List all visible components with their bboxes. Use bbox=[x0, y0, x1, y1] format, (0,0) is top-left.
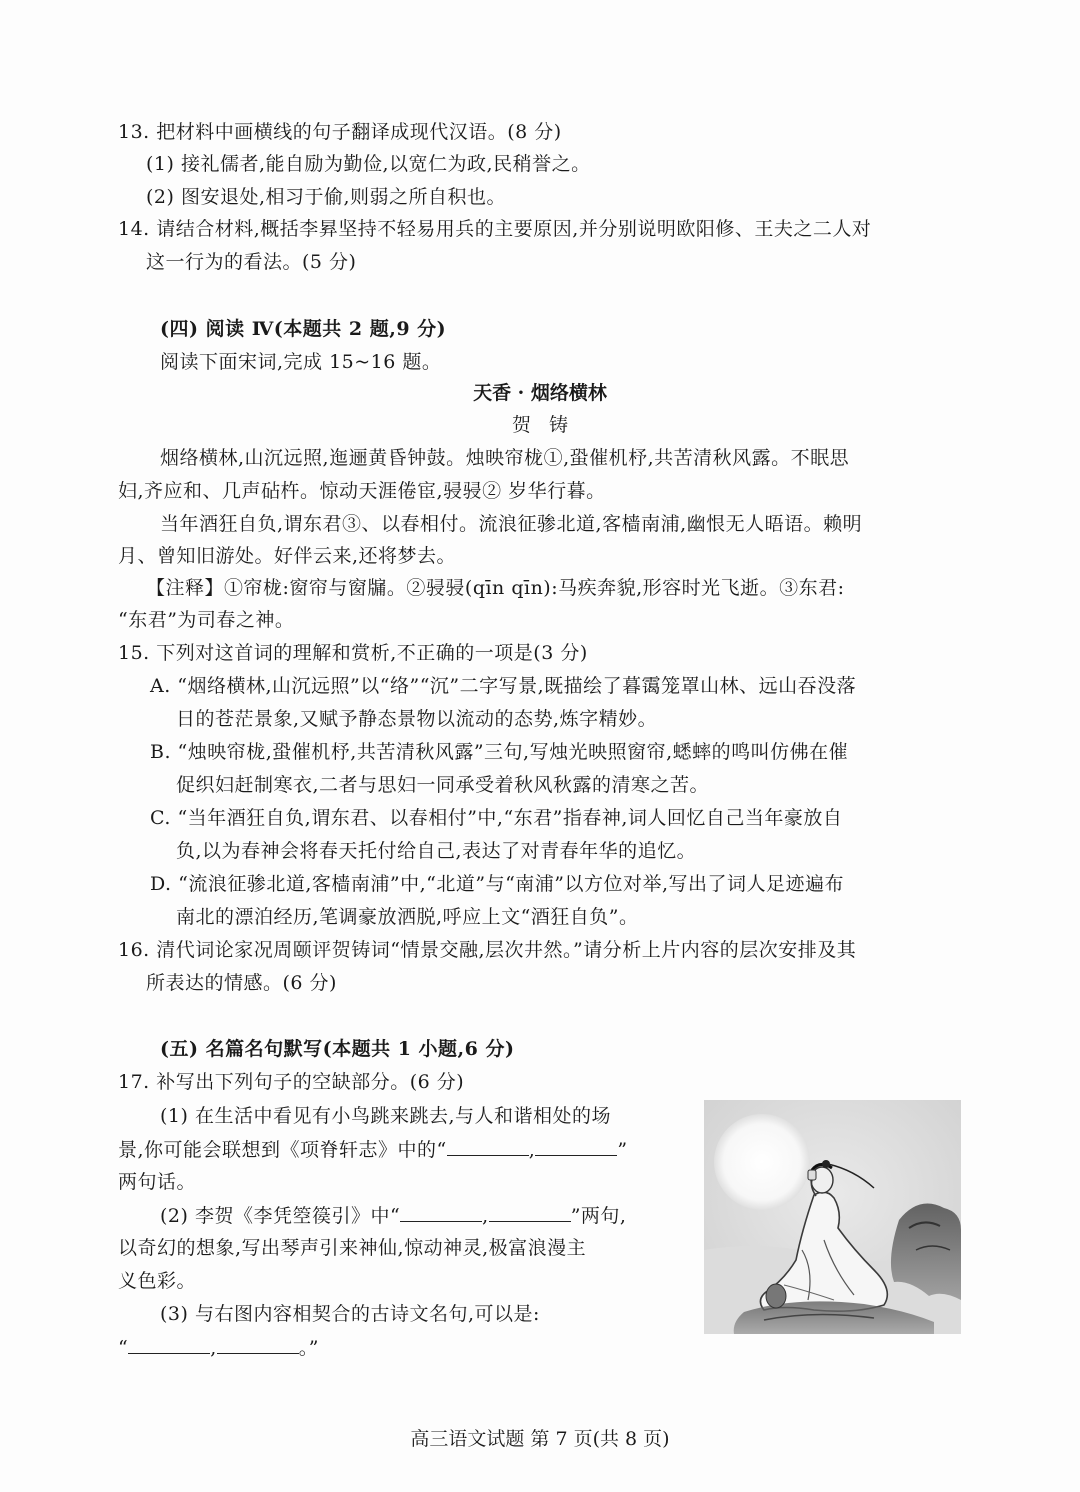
q17-item-2-line-2: 以奇幻的想象,写出琴声引来神仙,惊动神灵,极富浪漫主 bbox=[118, 1237, 587, 1259]
q14-line-1: 14. 请结合材料,概括李昪坚持不轻易用兵的主要原因,并分别说明欧阳修、王夫之二人对 bbox=[118, 218, 872, 240]
q15-option-b-line-2: 促织妇赶制寒衣,二者与思妇一同承受着秋风秋露的清寒之苦。 bbox=[176, 774, 710, 796]
ink-painting-icon bbox=[704, 1100, 961, 1334]
q17-item-3-blank-1[interactable] bbox=[128, 1333, 210, 1354]
q15-option-b-line-1: B. “烛映帘栊,蛩催机杼,共苦清秋风露”三句,写烛光映照窗帘,蟋蟀的鸣叫仿佛在催 bbox=[150, 741, 849, 763]
q17-item-3-line-1: (3) 与右图内容相契合的古诗文名句,可以是: bbox=[160, 1303, 540, 1325]
q15-option-c-line-2: 负,以为春神会将春天托付给自己,表达了对青春年华的追忆。 bbox=[176, 840, 697, 862]
q17-item-2-line-3: 义色彩。 bbox=[118, 1270, 197, 1292]
q17-item-1-separator: , bbox=[528, 1139, 536, 1161]
q13-stem: 13. 把材料中画横线的句子翻译成现代汉语。(8 分) bbox=[118, 121, 562, 143]
q13-item-2: (2) 图安退处,相习于偷,则弱之所自积也。 bbox=[146, 186, 507, 208]
section-4-instruction: 阅读下面宋词,完成 15~16 题。 bbox=[160, 351, 442, 373]
q17-item-3-open-quote: “ bbox=[118, 1337, 129, 1359]
poem-para-2-line-2: 月、曾知旧游处。好伴云来,还将梦去。 bbox=[118, 545, 457, 567]
q15-option-d-line-1: D. “流浪征骖北道,客樯南浦”中,“北道”与“南浦”以方位对举,写出了词人足迹遍布 bbox=[150, 873, 845, 895]
q17-item-3-close-quote: 。” bbox=[298, 1337, 319, 1359]
q15-option-d-line-2: 南北的漂泊经历,笔调豪放洒脱,呼应上文“酒狂自负”。 bbox=[176, 906, 639, 928]
q15-stem: 15. 下列对这首词的理解和赏析,不正确的一项是(3 分) bbox=[118, 642, 588, 664]
poem-title: 天香 · 烟络横林 bbox=[473, 382, 607, 404]
q17-item-2-line-1 bbox=[160, 1201, 626, 1230]
scholar-moon-illustration bbox=[704, 1100, 961, 1334]
q17-item-2-blank-2[interactable] bbox=[489, 1201, 571, 1222]
q15-option-c-line-1: C. “当年酒狂自负,谓东君、以春相付”中,“东君”指春神,词人回忆自己当年豪放自 bbox=[150, 807, 843, 829]
page-footer: 高三语文试题 第 7 页(共 8 页) bbox=[410, 1428, 670, 1450]
q17-item-1-line-3: 两句话。 bbox=[118, 1171, 197, 1193]
poem-para-2-line-1: 当年酒狂自负,谓东君③、以春相付。流浪征骖北道,客樯南浦,幽恨无人晤语。赖明 bbox=[160, 513, 863, 535]
q17-item-2-text: (2) 李贺《李凭箜篌引》中“ bbox=[160, 1205, 401, 1227]
q14-line-2: 这一行为的看法。(5 分) bbox=[146, 251, 357, 273]
q17-item-1-blank-2[interactable] bbox=[535, 1135, 617, 1156]
poem-para-1-line-1: 烟络横林,山沉远照,迤逦黄昏钟鼓。烛映帘栊①,蛩催机杼,共苦清秋风露。不眠思 bbox=[160, 447, 850, 469]
poem-notes-line-2: “东君”为司春之神。 bbox=[118, 609, 295, 631]
q17-item-3-separator: , bbox=[210, 1337, 217, 1359]
q17-item-2-tail: ”两句, bbox=[570, 1205, 627, 1227]
poem-para-1-line-2: 妇,齐应和、几声砧杵。惊动天涯倦宦,骎骎② 岁华行暮。 bbox=[118, 480, 606, 502]
poem-author: 贺铸 bbox=[511, 414, 586, 436]
poem-notes-line-1: 【注释】①帘栊:窗帘与窗牖。②骎骎(qīn qīn):马疾奔貌,形容时光飞逝。③东君: bbox=[146, 577, 845, 599]
q17-item-2-blank-1[interactable] bbox=[400, 1201, 482, 1222]
q13-item-1: (1) 接礼儒者,能自励为勤俭,以宽仁为政,民稍誉之。 bbox=[146, 153, 591, 175]
q17-item-3-blank-2[interactable] bbox=[217, 1333, 299, 1354]
section-4-heading: (四) 阅读 Ⅳ(本题共 2 题,9 分) bbox=[160, 318, 447, 340]
q16-line-2: 所表达的情感。(6 分) bbox=[146, 972, 337, 994]
q16-line-1: 16. 清代词论家况周颐评贺铸词“情景交融,层次井然。”请分析上片内容的层次安排及其 bbox=[118, 939, 857, 961]
q17-item-2-separator: , bbox=[482, 1205, 489, 1227]
q17-item-1-line-1: (1) 在生活中看见有小鸟跳来跳去,与人和谐相处的场 bbox=[160, 1105, 611, 1127]
q15-option-a-line-2: 日的苍茫景象,又赋予静态景物以流动的态势,炼字精妙。 bbox=[176, 708, 658, 730]
q17-item-3-line-2 bbox=[118, 1333, 319, 1362]
q17-stem: 17. 补写出下列句子的空缺部分。(6 分) bbox=[118, 1071, 465, 1093]
q17-item-1-close-quote: ” bbox=[617, 1139, 628, 1161]
q17-item-1-line-2 bbox=[118, 1135, 628, 1164]
q17-item-1-blank-1[interactable] bbox=[447, 1135, 529, 1156]
q17-item-1-text: 景,你可能会联想到《项脊轩志》中的“ bbox=[118, 1139, 447, 1161]
q15-option-a-line-1: A. “烟络横林,山沉远照”以“络”“沉”二字写景,既描绘了暮霭笼罩山林、远山吞没落 bbox=[150, 675, 857, 697]
section-5-heading: (五) 名篇名句默写(本题共 1 小题,6 分) bbox=[160, 1038, 515, 1060]
